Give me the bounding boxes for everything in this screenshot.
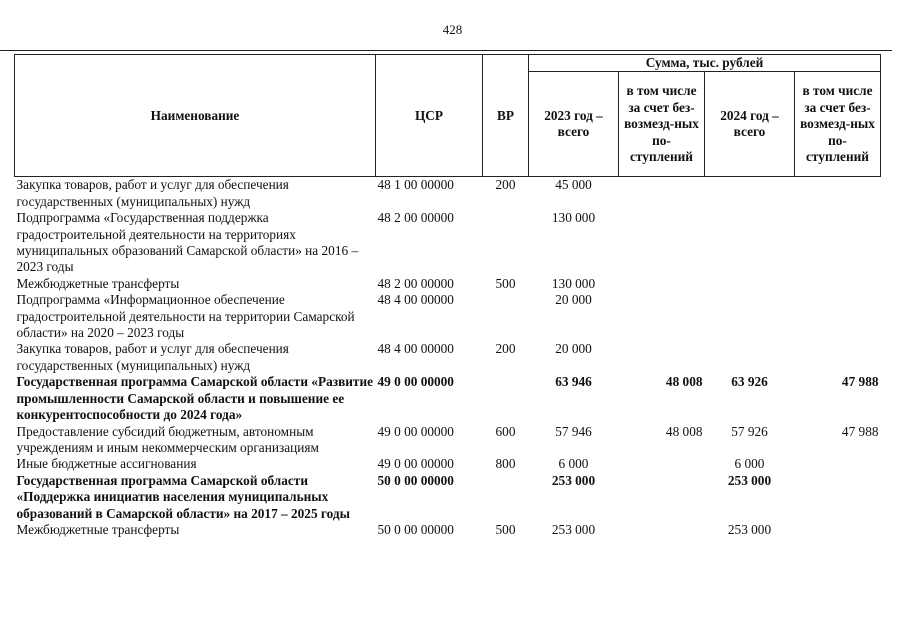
cell-name: Закупка товаров, работ и услуг для обеспечения государственных (муниципальных) нужд <box>16 341 289 373</box>
cell-2023-gratuitous <box>619 341 705 374</box>
cell-2023-gratuitous: 48 008 <box>665 374 703 390</box>
cell-2024-gratuitous <box>795 473 881 522</box>
cell-2023-gratuitous <box>619 276 705 292</box>
table-row <box>15 456 881 472</box>
header-2024-gratuitous: в том числе за счет без-возмезд-ных по-ступлений <box>795 72 881 177</box>
cell-vr: 600 <box>495 423 516 439</box>
cell-vr <box>483 374 529 423</box>
table-row <box>15 177 881 210</box>
header-vr: ВР <box>483 55 529 177</box>
cell-2023-total: 130 000 <box>551 210 596 226</box>
cell-vr <box>483 473 529 522</box>
table-row <box>15 341 881 374</box>
cell-name: Межбюджетные трансферты <box>16 521 180 537</box>
cell-2023-gratuitous <box>619 456 705 472</box>
cell-2024-total: 57 926 <box>731 423 768 439</box>
cell-2023-total: 130 000 <box>551 275 596 291</box>
cell-2024-gratuitous <box>795 276 881 292</box>
cell-2023-gratuitous <box>619 210 705 276</box>
cell-vr <box>483 210 529 276</box>
cell-vr: 500 <box>495 521 516 537</box>
cell-2024-total <box>705 210 795 276</box>
top-rule <box>0 50 892 51</box>
cell-2024-gratuitous <box>795 292 881 341</box>
header-2023-total: 2023 год – всего <box>529 72 619 177</box>
cell-2023-gratuitous <box>619 177 705 210</box>
table-row <box>15 374 881 423</box>
table-row <box>15 276 881 292</box>
cell-name: Подпрограмма «Государственная поддержка градостроительной деятельности на территориях муниципальных образований Самарской области» на 2016 – 2023 годы <box>16 210 359 275</box>
cell-csr: 49 0 00 00000 <box>377 374 454 390</box>
cell-2024-total <box>705 276 795 292</box>
cell-2023-gratuitous <box>619 292 705 341</box>
cell-csr: 49 0 00 00000 <box>377 456 454 472</box>
cell-vr: 200 <box>495 341 516 357</box>
cell-csr: 49 0 00 00000 <box>377 423 454 439</box>
cell-name: Предоставление субсидий бюджетным, автономным учреждениям и иным некоммерческим организациям <box>16 423 319 455</box>
cell-csr: 48 2 00 00000 <box>377 210 454 226</box>
header-2024-total: 2024 год – всего <box>705 72 795 177</box>
cell-2024-gratuitous <box>795 341 881 374</box>
cell-2023-gratuitous <box>619 522 705 538</box>
cell-2024-gratuitous <box>795 456 881 472</box>
table-row <box>15 292 881 341</box>
cell-2023-total: 20 000 <box>555 341 592 357</box>
header-name: Наименование <box>15 55 376 177</box>
cell-2023-total: 20 000 <box>555 292 592 308</box>
cell-2024-gratuitous: 47 988 <box>841 374 879 390</box>
cell-2024-total: 253 000 <box>727 472 772 488</box>
cell-vr <box>483 292 529 341</box>
cell-2023-total: 253 000 <box>551 472 596 488</box>
cell-2024-total: 6 000 <box>734 456 765 472</box>
cell-2023-total: 253 000 <box>551 521 596 537</box>
cell-2024-total <box>705 341 795 374</box>
cell-name: Государственная программа Самарской области «Развитие промышленности Самарской области и повышение ее конкурентоспособности до 2024 года» <box>16 374 374 423</box>
table-row <box>15 473 881 522</box>
cell-vr: 800 <box>495 456 516 472</box>
cell-vr: 500 <box>495 275 516 291</box>
cell-2024-gratuitous <box>795 177 881 210</box>
cell-vr: 200 <box>495 177 516 193</box>
cell-2023-total: 63 946 <box>555 374 592 390</box>
header-2023-gratuitous: в том числе за счет без-возмезд-ных по-ступлений <box>619 72 705 177</box>
cell-2024-gratuitous: 47 988 <box>841 423 879 439</box>
cell-csr: 48 4 00 00000 <box>377 341 454 357</box>
header-sum-group: Сумма, тыс. рублей <box>529 55 881 72</box>
cell-name: Межбюджетные трансферты <box>16 275 180 291</box>
cell-csr: 50 0 00 00000 <box>377 472 454 488</box>
cell-csr: 48 2 00 00000 <box>377 275 454 291</box>
cell-2024-gratuitous <box>795 210 881 276</box>
cell-2023-gratuitous <box>619 473 705 522</box>
header-csr: ЦСР <box>376 55 483 177</box>
table-row <box>15 522 881 538</box>
cell-2024-total <box>705 177 795 210</box>
cell-2024-total <box>705 292 795 341</box>
cell-csr: 50 0 00 00000 <box>377 521 454 537</box>
cell-2024-total: 253 000 <box>727 521 772 537</box>
cell-2024-total: 63 926 <box>731 374 768 390</box>
cell-csr: 48 1 00 00000 <box>377 177 454 193</box>
cell-2023-total: 45 000 <box>555 177 592 193</box>
cell-2023-total: 6 000 <box>558 456 589 472</box>
cell-2023-total: 57 946 <box>555 423 592 439</box>
cell-csr: 48 4 00 00000 <box>377 292 454 308</box>
table-body <box>15 177 881 538</box>
table-row <box>15 210 881 276</box>
cell-name: Подпрограмма «Информационное обеспечение градостроительной деятельности на территории Самарской области» на 2020 – 2023 годы <box>16 292 355 341</box>
page-number: 428 <box>442 22 463 37</box>
budget-table <box>14 54 881 538</box>
cell-2024-gratuitous <box>795 522 881 538</box>
cell-name: Государственная программа Самарской области «Поддержка инициатив населения муниципальных образований в Самарской области» на 2017 – 2025 годы <box>16 472 351 521</box>
table-row <box>15 424 881 457</box>
cell-2023-gratuitous: 48 008 <box>665 423 703 439</box>
cell-name: Закупка товаров, работ и услуг для обеспечения государственных (муниципальных) нужд <box>16 177 289 209</box>
cell-name: Иные бюджетные ассигнования <box>16 456 197 472</box>
